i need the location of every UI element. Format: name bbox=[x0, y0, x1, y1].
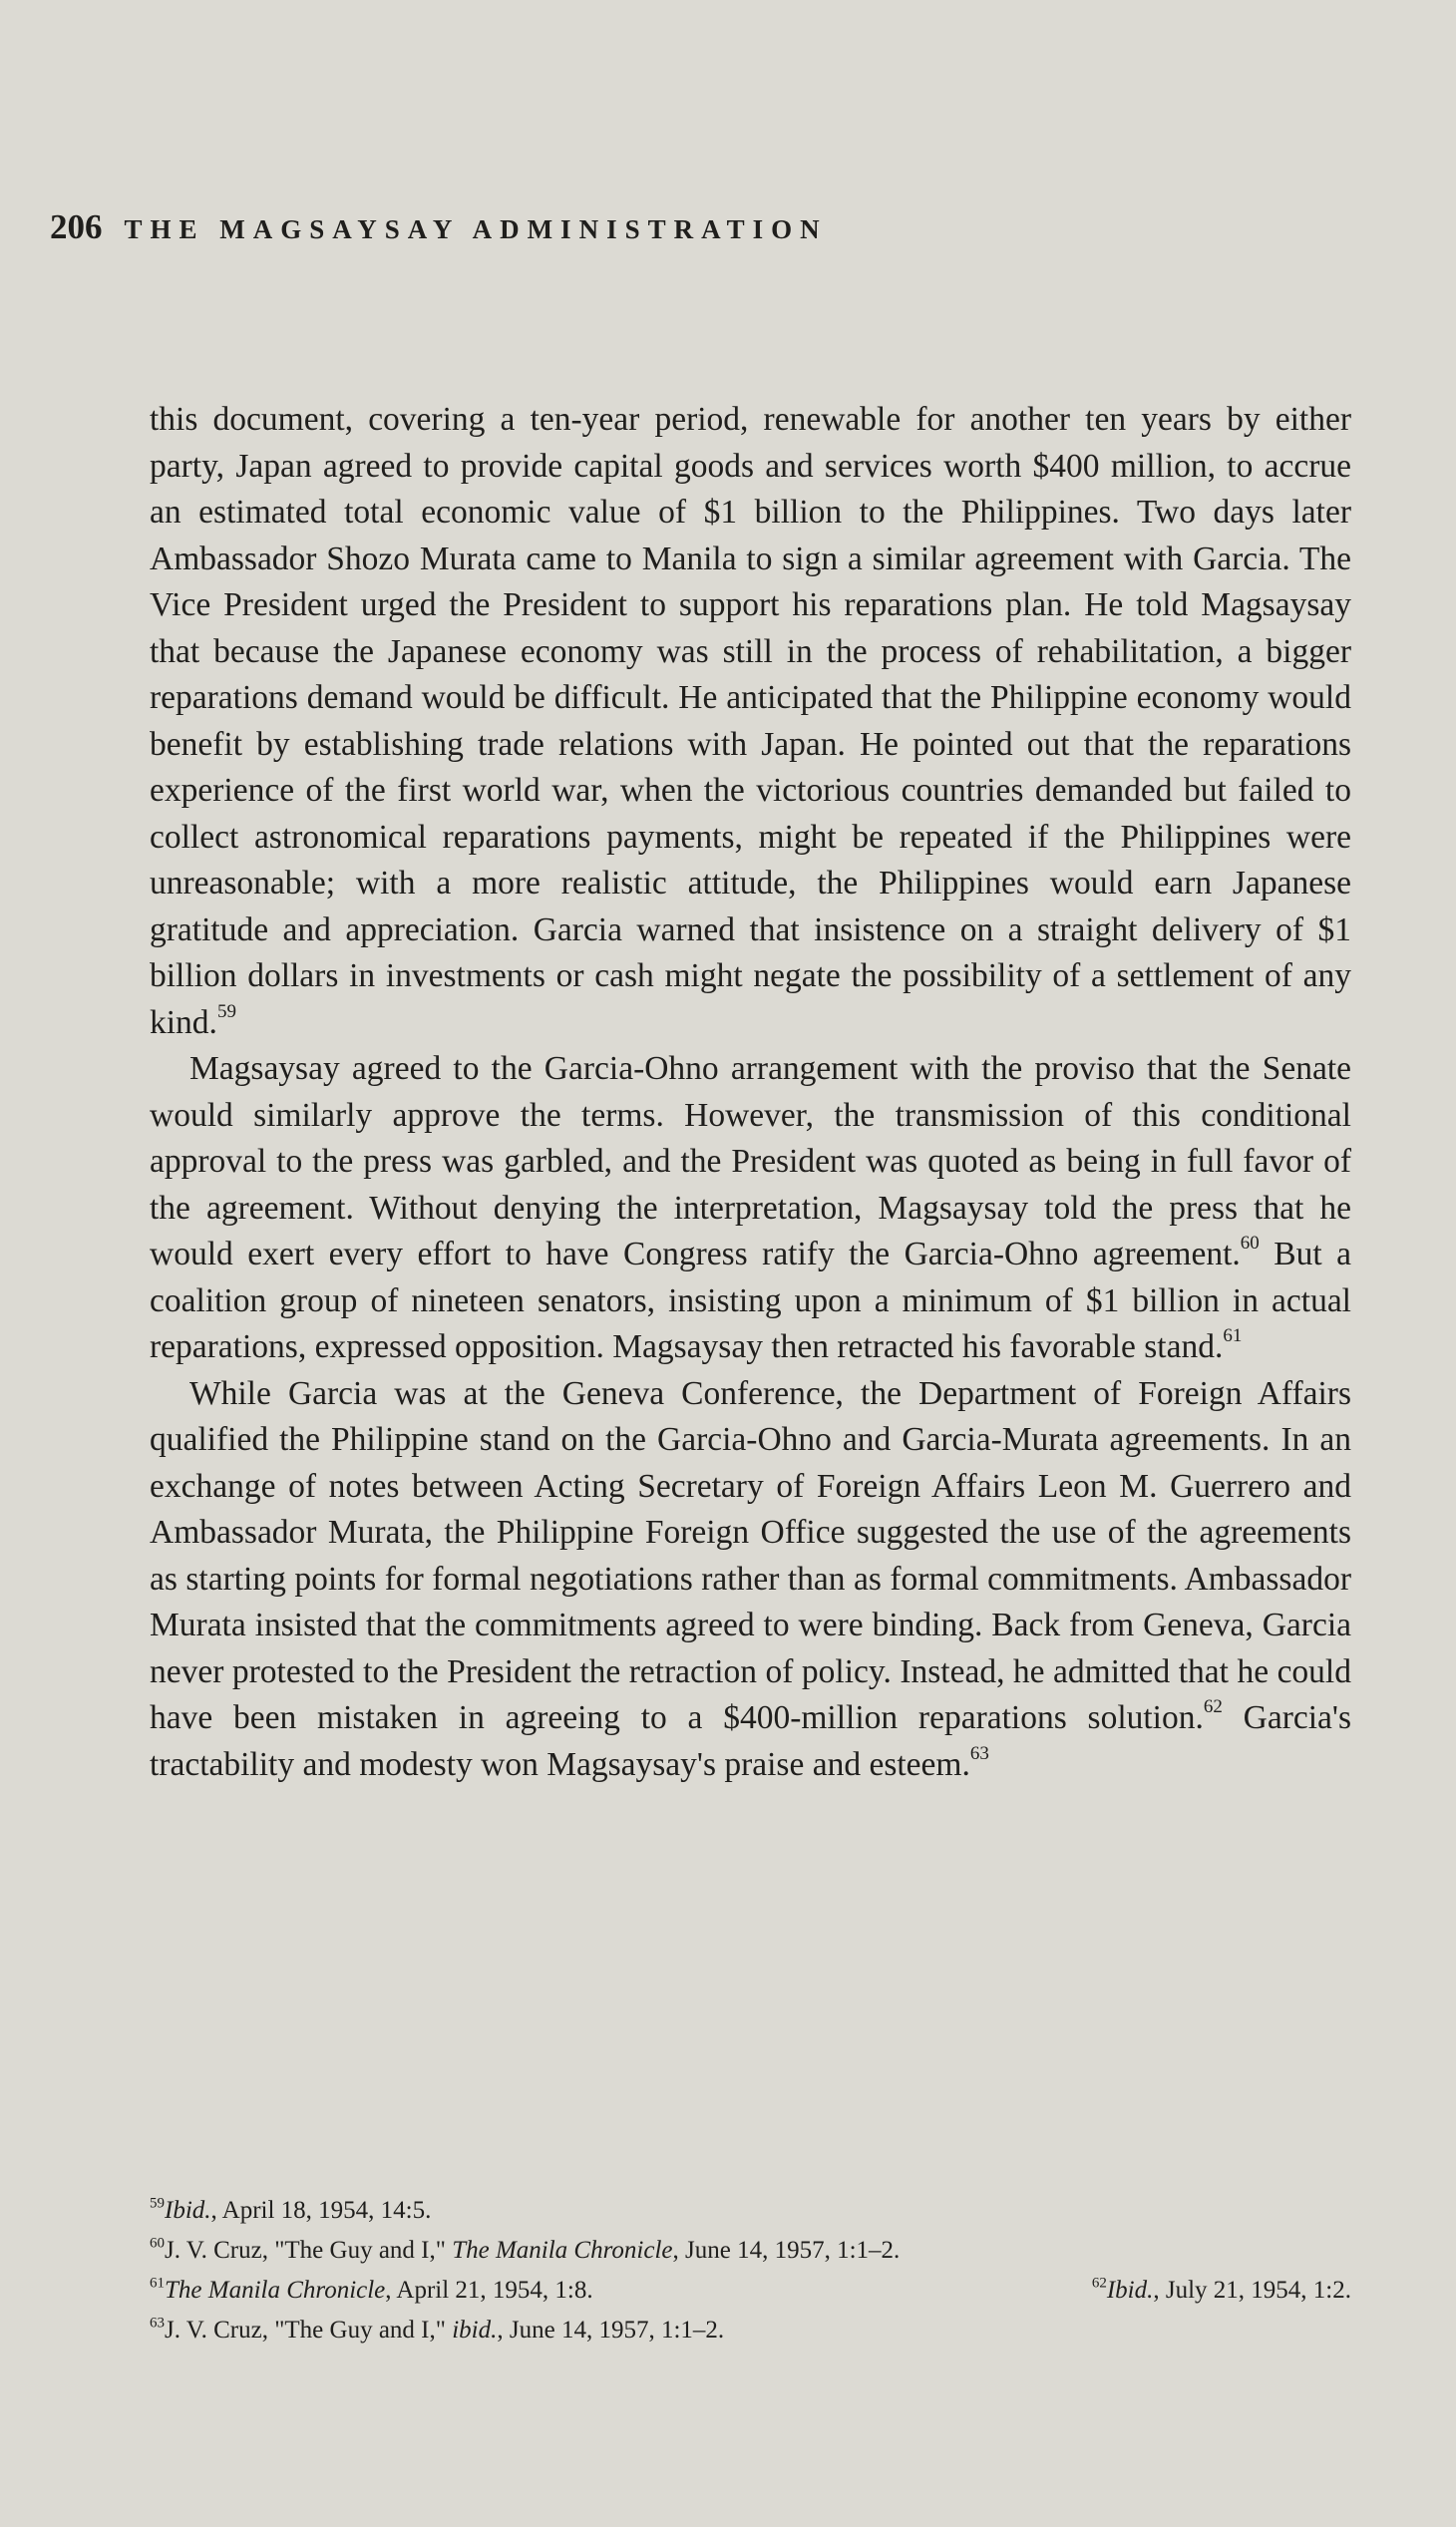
paragraph-text: this document, covering a ten-year period, renewable for another ten years by either party, Japan agreed to provide capital goods and services worth $400 million, to accrue an estimated total economic value of $1 billion to the Philippines. Two days later Ambassador Shozo Murata came to Manila to sign a similar agreement with Garcia. The Vice President urged the President to support his reparations plan. He told Magsaysay that because the Japanese economy was still in the process of rehabilitation, a bigger reparations demand would be difficult. He anticipated that the Philippine economy would benefit by establishing trade relations with Japan. He pointed out that the reparations experience of the first world war, when the victorious countries demanded but failed to collect astronomical reparations payments, might be repeated if the Philippines were unreasonable; with a more realistic attitude, the Philippines would earn Japanese gratitude and appreciation. Garcia warned that insistence on a straight delivery of $1 billion dollars in investments or cash might negate the possibility of a settlement of any kind. bbox=[150, 401, 1351, 1041]
footnote-row bbox=[150, 2271, 1351, 2311]
paragraph-text: While Garcia was at the Geneva Conference, the Department of Foreign Affairs qualified the Philippine stand on the Garcia-Ohno and Garcia-Murata agreements. In an exchange of notes between Acting Secretary of Foreign Affairs Leon M. Guerrero and Ambassador Murata, the Philippine Foreign Office suggested the use of the agreements as starting points for formal negotiations rather than as formal commitments. Ambassador Murata insisted that the commitments agreed to were binding. Back from Geneva, Garcia never protested to the President the retraction of policy. Instead, he admitted that he could have been mistaken in agreeing to a $400-million reparations solution. bbox=[150, 1374, 1351, 1736]
footnote-detail: , June 14, 1957, 1:1–2. bbox=[672, 2237, 901, 2264]
footnote-source: Ibid. bbox=[1106, 2277, 1154, 2304]
footnote-source: Ibid. bbox=[165, 2197, 211, 2224]
footnote-mark: 59 bbox=[150, 2195, 165, 2212]
footnote-mark: 63 bbox=[150, 2315, 165, 2332]
page-number: 206 bbox=[50, 207, 103, 246]
paragraph-3 bbox=[150, 1371, 1351, 1789]
paragraph-2 bbox=[150, 1046, 1351, 1371]
footnote-detail: , April 21, 1954, 1:8. bbox=[385, 2277, 593, 2304]
paragraph-1 bbox=[150, 397, 1351, 1046]
footnote-detail: , July 21, 1954, 1:2. bbox=[1153, 2277, 1351, 2304]
footnote-60 bbox=[150, 2231, 1351, 2271]
footnote-mark: 60 bbox=[150, 2235, 165, 2252]
footnote-author: J. V. Cruz, "The Guy and I," bbox=[165, 2317, 453, 2344]
paragraph-text: Garcia's tractability and modesty won Magsaysay's praise and esteem. bbox=[150, 1699, 1351, 1783]
footnote-source: ibid. bbox=[452, 2317, 498, 2344]
footnote-ref: 59 bbox=[216, 1000, 236, 1022]
footnote-author: J. V. Cruz, "The Guy and I," bbox=[165, 2237, 453, 2264]
running-head bbox=[50, 207, 828, 249]
footnote-ref: 63 bbox=[969, 1742, 989, 1764]
footnote-mark: 61 bbox=[150, 2275, 165, 2292]
footnote-ref: 60 bbox=[1240, 1232, 1260, 1254]
footnote-ref: 62 bbox=[1203, 1695, 1223, 1717]
footnote-61 bbox=[150, 2271, 593, 2311]
footnote-59 bbox=[150, 2191, 1351, 2231]
body-text bbox=[150, 397, 1351, 1788]
footnotes bbox=[150, 2191, 1351, 2350]
paragraph-text: Magsaysay agreed to the Garcia-Ohno arrangement with the proviso that the Senate would similarly approve the terms. However, the transmission of this conditional approval to the press was garbled, and the President was quoted as being in full favor of the agreement. Without denying the interpretation, Magsaysay told the press that he would exert every effort to have Congress ratify the Garcia-Ohno agreement. bbox=[150, 1050, 1351, 1272]
footnote-63 bbox=[150, 2311, 1351, 2350]
footnote-source: The Manila Chronicle bbox=[165, 2277, 386, 2304]
footnote-62 bbox=[1092, 2271, 1351, 2311]
footnote-mark: 62 bbox=[1091, 2275, 1107, 2292]
footnote-detail: , April 18, 1954, 14:5. bbox=[210, 2197, 432, 2224]
footnote-ref: 61 bbox=[1223, 1324, 1243, 1346]
paragraph-text: But a coalition group of nineteen senators, insisting upon a minimum of $1 billion in actual reparations, expressed opposition. Magsaysay then retracted his favorable stand. bbox=[150, 1236, 1351, 1365]
footnote-source: The Manila Chronicle bbox=[452, 2237, 673, 2264]
footnote-detail: , June 14, 1957, 1:1–2. bbox=[497, 2317, 725, 2344]
running-title: THE MAGSAYSAY ADMINISTRATION bbox=[124, 214, 828, 244]
